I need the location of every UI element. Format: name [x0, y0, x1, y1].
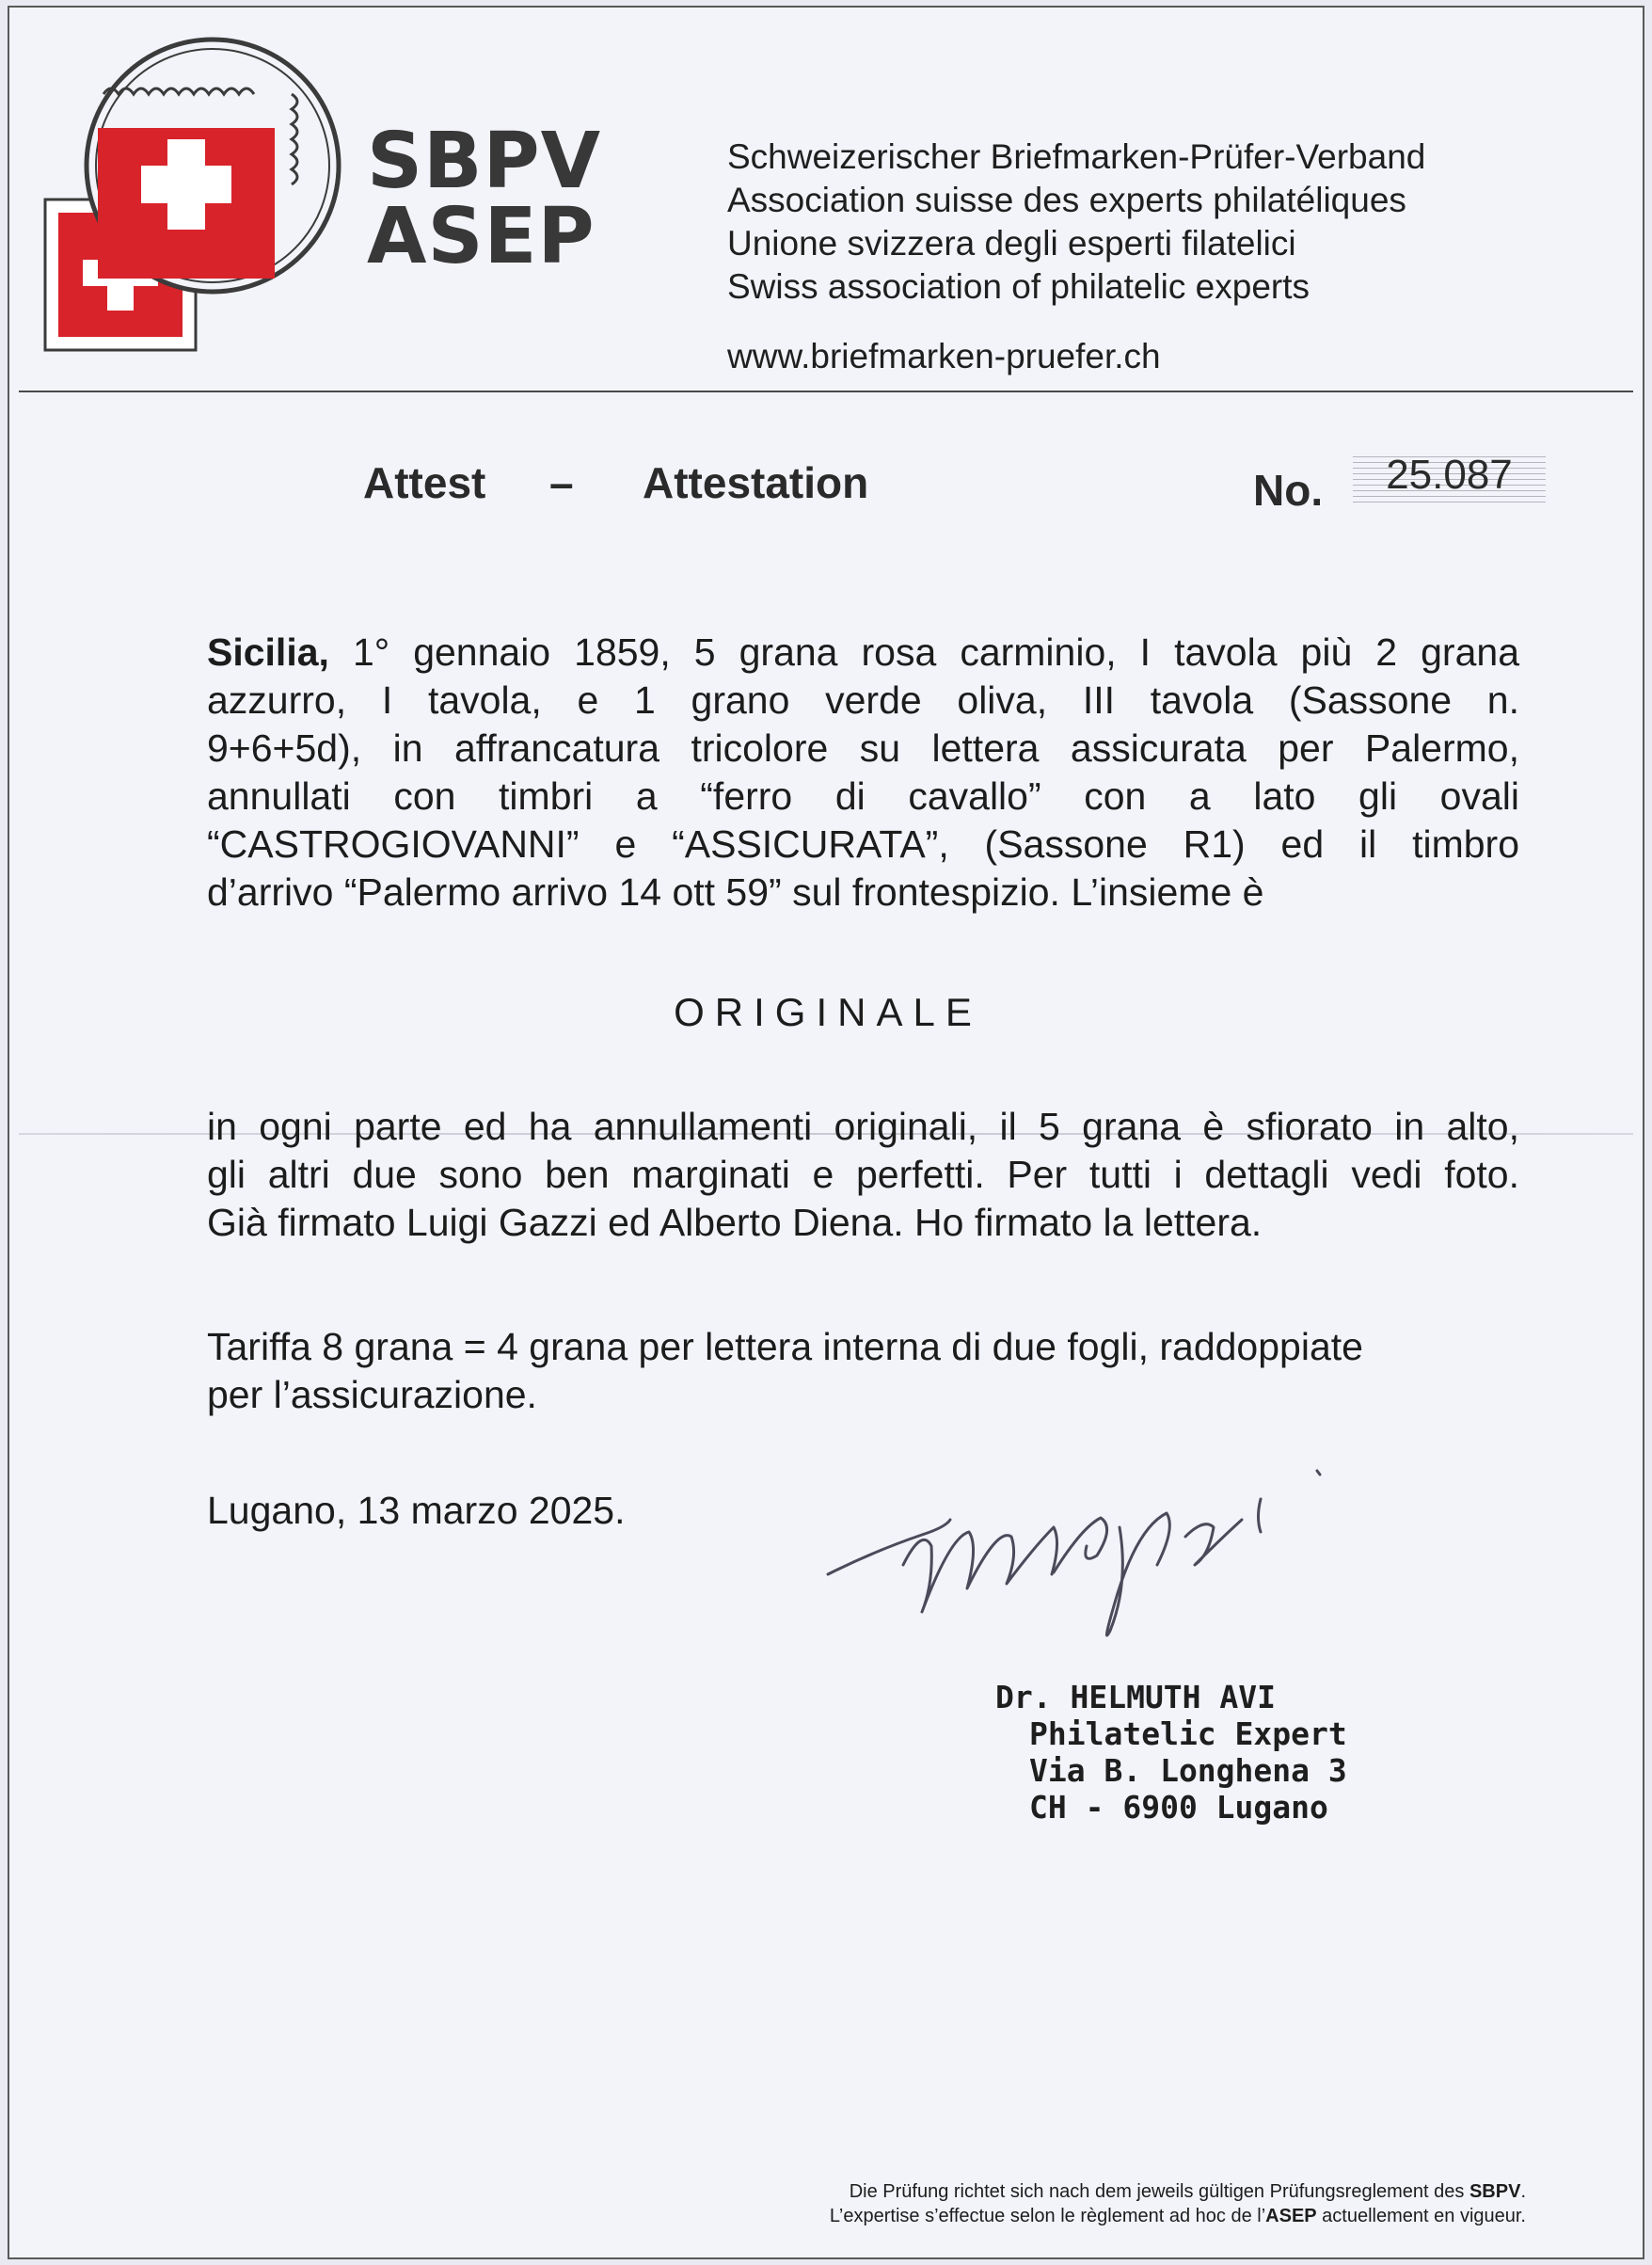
- logo-line-asep: ASEP: [367, 192, 596, 281]
- certificate-sheet: [8, 6, 1644, 2259]
- description-line-1: [207, 629, 1519, 677]
- expert-title: Philatelic Expert: [1029, 1715, 1347, 1752]
- description-line-1-text: 1° gennaio 1859, 5 grana rosa carminio, I tavola più 2 grana: [328, 630, 1519, 674]
- description-line-3: 9+6+5d), in affrancatura tricolore su lettera assicurata per Palermo,: [207, 726, 1519, 770]
- footer-de-org: SBPV: [1469, 2181, 1521, 2202]
- expert-name: Dr. HELMUTH AVI: [995, 1679, 1277, 1715]
- tariff-paragraph: [207, 1323, 1519, 1419]
- title-attest: Attest: [363, 458, 486, 507]
- condition-paragraph: [207, 1103, 1519, 1247]
- footer-fr-org: ASEP: [1265, 2206, 1317, 2226]
- description-line-5: “CASTROGIOVANNI” e “ASSICURATA”, (Sassone R1) ed il timbro: [207, 822, 1519, 866]
- certificate-number-label: No.: [1253, 466, 1324, 515]
- header-divider: [19, 391, 1633, 392]
- description-line-2: azzurro, I tavola, e 1 grano verde oliva, III tavola (Sassone n.: [207, 678, 1519, 722]
- handwritten-signature: [818, 1461, 1383, 1668]
- org-name-it: Unione svizzera degli esperti filatelici: [727, 224, 1296, 263]
- place-date: Lugano, 13 marzo 2025.: [207, 1489, 626, 1532]
- expert-stamp: [995, 1679, 1347, 1826]
- org-name-de: Schweizerischer Briefmarken-Prüfer-Verband: [727, 137, 1426, 176]
- condition-line-3: Già firmato Luigi Gazzi ed Alberto Diena. Ho firmato la lettera.: [207, 1201, 1263, 1244]
- footer-fr-end: actuellement en vigueur.: [1316, 2206, 1526, 2226]
- footer-line-de: [830, 2179, 1526, 2204]
- condition-line-1: in ogni parte ed ha annullamenti originali, il 5 grana è sfiorato in alto,: [207, 1105, 1519, 1148]
- org-name-fr: Association suisse des experts philatéliques: [727, 181, 1406, 219]
- sbpv-logo-emblem: [38, 34, 357, 373]
- tariff-line-1: Tariffa 8 grana = 4 grana per lettera interna di due fogli, raddoppiate: [207, 1325, 1363, 1368]
- footer-line-fr: [830, 2204, 1526, 2228]
- expert-city: CH - 6900 Lugano: [1029, 1789, 1328, 1826]
- footer-de-text: Die Prüfung richtet sich nach dem jeweils gültigen Prüfungsreglement des: [849, 2181, 1469, 2202]
- description-line-4: annullati con timbri a “ferro di cavallo” con a lato gli ovali: [207, 774, 1519, 818]
- verdict-originale: ORIGINALE: [674, 990, 982, 1034]
- expert-street: Via B. Longhena 3: [1029, 1752, 1347, 1789]
- title-dash: –: [549, 458, 574, 507]
- logo-wordmark: [367, 117, 602, 281]
- description-lead: Sicilia,: [207, 630, 329, 674]
- title-attestation: Attestation: [643, 458, 869, 507]
- org-name-en: Swiss association of philatelic experts: [727, 267, 1310, 306]
- condition-line-2: gli altri due sono ben marginati e perfetti. Per tutti i dettagli vedi foto.: [207, 1153, 1519, 1196]
- logo-line-sbpv: SBPV: [367, 117, 602, 206]
- certificate-number: 25.087: [1353, 452, 1546, 502]
- website-link[interactable]: www.briefmarken-pruefer.ch: [727, 337, 1161, 375]
- tariff-line-2: per l’assicurazione.: [207, 1373, 537, 1416]
- description-line-6: d’arrivo “Palermo arrivo 14 ott 59” sul frontespizio. L’insieme è: [207, 870, 1264, 914]
- regulation-footer: [830, 2179, 1526, 2228]
- footer-de-end: .: [1520, 2181, 1526, 2202]
- description-paragraph: [207, 629, 1519, 917]
- organization-names: [727, 136, 1425, 309]
- footer-fr-text: L’expertise s’effectue selon le règlement ad hoc de l’: [829, 2206, 1266, 2226]
